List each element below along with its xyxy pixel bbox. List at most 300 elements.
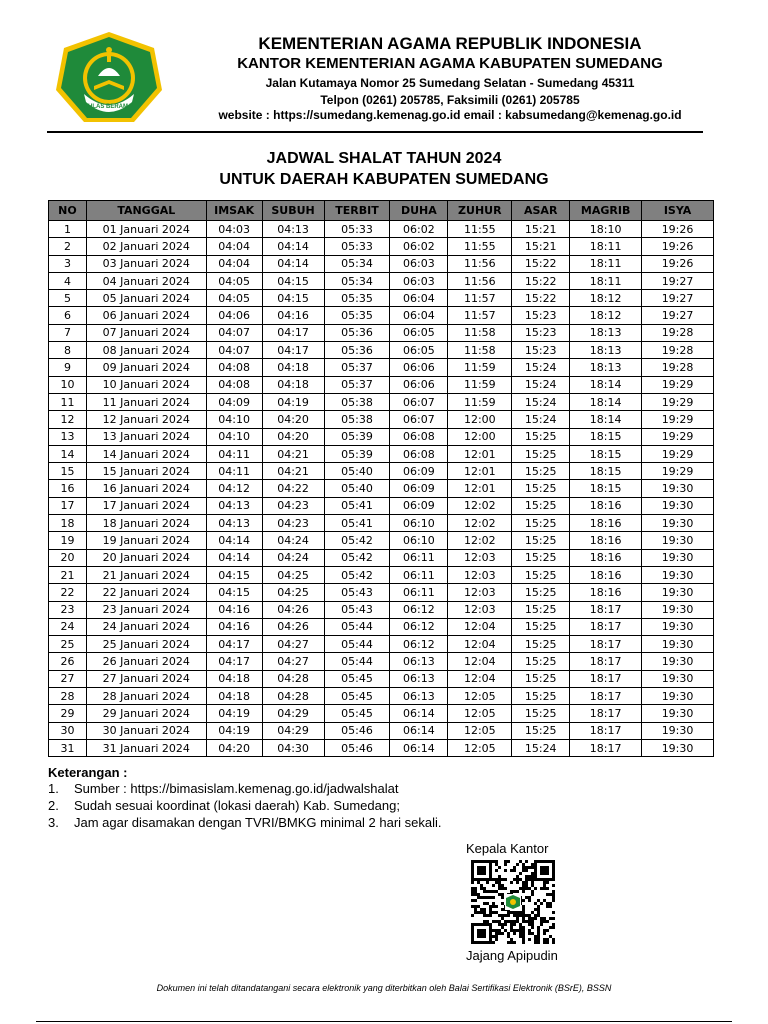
column-header: ISYA	[642, 201, 714, 221]
table-cell: 19:30	[642, 497, 714, 514]
table-cell: 15:25	[512, 515, 570, 532]
table-cell: 04:20	[262, 428, 324, 445]
table-cell: 04:04	[206, 255, 262, 272]
table-cell: 19:29	[642, 376, 714, 393]
table-row	[49, 584, 714, 601]
note-item: 1. Sumber : https://bimasislam.kemenag.go.id/jadwalshalat	[48, 781, 399, 796]
table-cell: 8	[49, 342, 87, 359]
prayer-schedule-table	[48, 200, 714, 757]
office-name: KANTOR KEMENTERIAN AGAMA KABUPATEN SUMEDANG	[237, 55, 663, 72]
table-cell: 18:16	[570, 515, 642, 532]
footer-divider	[36, 1021, 732, 1022]
table-row	[49, 480, 714, 497]
table-row	[49, 411, 714, 428]
table-cell: 18:13	[570, 342, 642, 359]
table-cell: 18:16	[570, 497, 642, 514]
table-cell: 06:08	[390, 445, 448, 462]
table-cell: 9	[49, 359, 87, 376]
table-cell: 29 Januari 2024	[86, 705, 206, 722]
table-cell: 11	[49, 393, 87, 410]
svg-text:IKHLAS BERAMAL: IKHLAS BERAMAL	[82, 104, 136, 110]
table-row	[49, 532, 714, 549]
table-cell: 11 Januari 2024	[86, 393, 206, 410]
qr-code-icon	[470, 860, 556, 944]
table-cell: 11:56	[448, 255, 512, 272]
table-row	[49, 463, 714, 480]
table-cell: 12:04	[448, 670, 512, 687]
table-cell: 05:46	[324, 722, 390, 739]
table-cell: 06:06	[390, 376, 448, 393]
table-cell: 16 Januari 2024	[86, 480, 206, 497]
table-cell: 16	[49, 480, 87, 497]
table-cell: 18:17	[570, 670, 642, 687]
table-cell: 17 Januari 2024	[86, 497, 206, 514]
table-row	[49, 636, 714, 653]
table-cell: 18 Januari 2024	[86, 515, 206, 532]
table-cell: 12:03	[448, 566, 512, 583]
table-cell: 11:59	[448, 393, 512, 410]
table-cell: 04:22	[262, 480, 324, 497]
table-cell: 11:58	[448, 324, 512, 341]
table-cell: 12:05	[448, 739, 512, 756]
table-cell: 12:05	[448, 688, 512, 705]
table-cell: 05:44	[324, 636, 390, 653]
table-cell: 20 Januari 2024	[86, 549, 206, 566]
table-cell: 05:45	[324, 670, 390, 687]
table-row	[49, 290, 714, 307]
table-cell: 06 Januari 2024	[86, 307, 206, 324]
table-cell: 12	[49, 411, 87, 428]
table-cell: 04:21	[262, 463, 324, 480]
table-cell: 15:25	[512, 653, 570, 670]
table-cell: 19:30	[642, 705, 714, 722]
table-cell: 06:02	[390, 238, 448, 255]
table-cell: 11:58	[448, 342, 512, 359]
table-cell: 19:27	[642, 290, 714, 307]
table-cell: 05:38	[324, 393, 390, 410]
table-cell: 04:13	[262, 221, 324, 238]
table-cell: 31 Januari 2024	[86, 739, 206, 756]
table-row	[49, 618, 714, 635]
table-cell: 17	[49, 497, 87, 514]
table-cell: 18	[49, 515, 87, 532]
table-cell: 15:25	[512, 705, 570, 722]
table-cell: 06:14	[390, 739, 448, 756]
table-cell: 18:12	[570, 307, 642, 324]
table-cell: 3	[49, 255, 87, 272]
table-cell: 15:25	[512, 480, 570, 497]
note-item: 3. Jam agar disamakan dengan TVRI/BMKG minimal 2 hari sekali.	[48, 815, 442, 830]
table-cell: 12:00	[448, 428, 512, 445]
column-header: NO	[49, 201, 87, 221]
table-cell: 04:14	[262, 255, 324, 272]
table-cell: 06:11	[390, 549, 448, 566]
table-cell: 15:25	[512, 618, 570, 635]
table-cell: 04:11	[206, 445, 262, 462]
table-cell: 06:13	[390, 688, 448, 705]
table-row	[49, 342, 714, 359]
office-phone: Telpon (0261) 205785, Faksimili (0261) 205785	[320, 93, 580, 107]
table-cell: 11:55	[448, 238, 512, 255]
table-cell: 04:27	[262, 653, 324, 670]
table-cell: 05:39	[324, 445, 390, 462]
table-cell: 06:09	[390, 497, 448, 514]
table-cell: 18:17	[570, 739, 642, 756]
table-cell: 04:19	[206, 722, 262, 739]
table-cell: 19:29	[642, 463, 714, 480]
table-cell: 06:14	[390, 705, 448, 722]
table-cell: 04:15	[206, 566, 262, 583]
table-cell: 18:17	[570, 653, 642, 670]
table-cell: 18:14	[570, 376, 642, 393]
table-row	[49, 739, 714, 756]
table-cell: 19:29	[642, 411, 714, 428]
table-cell: 04:17	[262, 342, 324, 359]
table-cell: 2	[49, 238, 87, 255]
table-cell: 26	[49, 653, 87, 670]
table-cell: 05:38	[324, 411, 390, 428]
table-cell: 10 Januari 2024	[86, 376, 206, 393]
table-cell: 18:13	[570, 324, 642, 341]
table-cell: 04:17	[262, 324, 324, 341]
table-row	[49, 376, 714, 393]
table-cell: 18:16	[570, 549, 642, 566]
table-cell: 21	[49, 566, 87, 583]
table-cell: 04:20	[262, 411, 324, 428]
table-row	[49, 549, 714, 566]
table-cell: 06:09	[390, 463, 448, 480]
table-cell: 15:22	[512, 272, 570, 289]
table-cell: 06:12	[390, 601, 448, 618]
table-cell: 18:11	[570, 272, 642, 289]
table-cell: 19:29	[642, 393, 714, 410]
table-cell: 19:30	[642, 688, 714, 705]
table-cell: 06:03	[390, 272, 448, 289]
schedule-subtitle: UNTUK DAERAH KABUPATEN SUMEDANG	[219, 171, 549, 188]
column-header: ZUHUR	[448, 201, 512, 221]
table-cell: 06:10	[390, 515, 448, 532]
table-cell: 15:25	[512, 428, 570, 445]
table-cell: 15:25	[512, 601, 570, 618]
table-cell: 15:25	[512, 463, 570, 480]
table-cell: 05:35	[324, 290, 390, 307]
table-cell: 05:35	[324, 307, 390, 324]
table-cell: 28	[49, 688, 87, 705]
table-cell: 18:16	[570, 532, 642, 549]
table-cell: 19:30	[642, 618, 714, 635]
table-cell: 04:06	[206, 307, 262, 324]
table-cell: 05:45	[324, 688, 390, 705]
table-cell: 06:11	[390, 566, 448, 583]
table-cell: 04:10	[206, 411, 262, 428]
table-cell: 15:25	[512, 722, 570, 739]
table-cell: 04:15	[262, 272, 324, 289]
table-cell: 15:23	[512, 342, 570, 359]
table-cell: 18:17	[570, 722, 642, 739]
table-cell: 05:43	[324, 601, 390, 618]
table-cell: 04:10	[206, 428, 262, 445]
table-cell: 14 Januari 2024	[86, 445, 206, 462]
table-cell: 11:57	[448, 290, 512, 307]
table-cell: 06:11	[390, 584, 448, 601]
table-cell: 24	[49, 618, 87, 635]
table-cell: 18:17	[570, 705, 642, 722]
table-cell: 04:17	[206, 636, 262, 653]
table-cell: 06:05	[390, 342, 448, 359]
table-cell: 05:40	[324, 480, 390, 497]
table-cell: 04:19	[206, 705, 262, 722]
table-cell: 12:04	[448, 653, 512, 670]
table-row	[49, 428, 714, 445]
table-row	[49, 221, 714, 238]
table-cell: 23 Januari 2024	[86, 601, 206, 618]
kemenag-logo-icon	[54, 30, 164, 126]
table-cell: 05:33	[324, 238, 390, 255]
table-cell: 04:21	[262, 445, 324, 462]
table-cell: 04:07	[206, 324, 262, 341]
table-cell: 08 Januari 2024	[86, 342, 206, 359]
table-cell: 19:27	[642, 307, 714, 324]
table-cell: 06:04	[390, 307, 448, 324]
table-cell: 12:00	[448, 411, 512, 428]
table-cell: 26 Januari 2024	[86, 653, 206, 670]
office-web-email: website : https://sumedang.kemenag.go.id email : kabsumedang@kemenag.go.id	[218, 108, 682, 122]
table-cell: 25	[49, 636, 87, 653]
table-cell: 14	[49, 445, 87, 462]
table-cell: 04:12	[206, 480, 262, 497]
table-cell: 15:25	[512, 549, 570, 566]
table-cell: 22	[49, 584, 87, 601]
table-cell: 12:01	[448, 445, 512, 462]
table-row	[49, 515, 714, 532]
table-cell: 04:23	[262, 497, 324, 514]
table-cell: 06:09	[390, 480, 448, 497]
table-cell: 05:41	[324, 515, 390, 532]
table-cell: 15 Januari 2024	[86, 463, 206, 480]
table-row	[49, 255, 714, 272]
table-cell: 06:02	[390, 221, 448, 238]
table-cell: 11:59	[448, 376, 512, 393]
table-cell: 15:25	[512, 584, 570, 601]
column-header: ASAR	[512, 201, 570, 221]
table-cell: 05:46	[324, 739, 390, 756]
table-cell: 18:15	[570, 445, 642, 462]
table-cell: 5	[49, 290, 87, 307]
table-cell: 18:14	[570, 393, 642, 410]
table-cell: 12:03	[448, 584, 512, 601]
table-cell: 19:30	[642, 532, 714, 549]
table-cell: 19:30	[642, 722, 714, 739]
signer-name: Jajang Apipudin	[466, 948, 558, 963]
table-cell: 19:26	[642, 238, 714, 255]
table-row	[49, 324, 714, 341]
table-cell: 15:25	[512, 497, 570, 514]
table-cell: 04:24	[262, 549, 324, 566]
table-cell: 04:26	[262, 601, 324, 618]
table-cell: 20	[49, 549, 87, 566]
table-cell: 05:36	[324, 324, 390, 341]
table-cell: 05:34	[324, 272, 390, 289]
table-cell: 30 Januari 2024	[86, 722, 206, 739]
table-cell: 05:44	[324, 653, 390, 670]
table-cell: 06:13	[390, 653, 448, 670]
table-cell: 18:12	[570, 290, 642, 307]
footer-note: Dokumen ini telah ditandatangani secara elektronik yang diterbitkan oleh Balai Sertifikasi Elektronik (BSrE), BSSN	[156, 983, 612, 993]
table-cell: 04:18	[262, 359, 324, 376]
table-cell: 04:05	[206, 272, 262, 289]
table-cell: 7	[49, 324, 87, 341]
table-cell: 6	[49, 307, 87, 324]
schedule-title: JADWAL SHALAT TAHUN 2024	[266, 150, 502, 167]
table-cell: 05 Januari 2024	[86, 290, 206, 307]
table-cell: 19:30	[642, 584, 714, 601]
table-cell: 19:27	[642, 272, 714, 289]
table-cell: 19 Januari 2024	[86, 532, 206, 549]
table-cell: 28 Januari 2024	[86, 688, 206, 705]
table-cell: 19:29	[642, 445, 714, 462]
table-cell: 04:29	[262, 722, 324, 739]
table-cell: 04:04	[206, 238, 262, 255]
table-cell: 04:23	[262, 515, 324, 532]
table-cell: 18:13	[570, 359, 642, 376]
table-cell: 06:05	[390, 324, 448, 341]
table-cell: 09 Januari 2024	[86, 359, 206, 376]
office-address: Jalan Kutamaya Nomor 25 Sumedang Selatan - Sumedang 45311	[265, 76, 635, 90]
table-cell: 04:18	[206, 688, 262, 705]
table-cell: 11:55	[448, 221, 512, 238]
table-cell: 05:36	[324, 342, 390, 359]
table-row	[49, 670, 714, 687]
table-cell: 15:23	[512, 324, 570, 341]
table-cell: 27	[49, 670, 87, 687]
table-cell: 04:25	[262, 566, 324, 583]
table-cell: 18:15	[570, 480, 642, 497]
table-cell: 25 Januari 2024	[86, 636, 206, 653]
table-cell: 04:09	[206, 393, 262, 410]
table-cell: 06:13	[390, 670, 448, 687]
table-cell: 15:21	[512, 221, 570, 238]
table-cell: 18:15	[570, 463, 642, 480]
table-row	[49, 393, 714, 410]
signer-role: Kepala Kantor	[466, 841, 549, 856]
table-cell: 07 Januari 2024	[86, 324, 206, 341]
table-cell: 19:30	[642, 549, 714, 566]
table-cell: 18:17	[570, 688, 642, 705]
table-cell: 11:57	[448, 307, 512, 324]
table-cell: 18:16	[570, 566, 642, 583]
table-cell: 15:25	[512, 688, 570, 705]
table-cell: 18:14	[570, 411, 642, 428]
table-cell: 04:29	[262, 705, 324, 722]
notes-heading: Keterangan :	[48, 765, 128, 780]
table-cell: 19:26	[642, 255, 714, 272]
table-cell: 05:40	[324, 463, 390, 480]
table-cell: 18:16	[570, 584, 642, 601]
table-cell: 04:13	[206, 515, 262, 532]
table-cell: 04:27	[262, 636, 324, 653]
table-cell: 15:25	[512, 445, 570, 462]
table-cell: 06:08	[390, 428, 448, 445]
table-cell: 06:04	[390, 290, 448, 307]
table-cell: 04:26	[262, 618, 324, 635]
table-cell: 1	[49, 221, 87, 238]
table-cell: 06:12	[390, 618, 448, 635]
table-cell: 12:03	[448, 549, 512, 566]
table-cell: 10	[49, 376, 87, 393]
table-cell: 12:01	[448, 480, 512, 497]
table-cell: 12:03	[448, 601, 512, 618]
table-cell: 01 Januari 2024	[86, 221, 206, 238]
column-header: DUHA	[390, 201, 448, 221]
table-cell: 15:22	[512, 255, 570, 272]
table-cell: 22 Januari 2024	[86, 584, 206, 601]
table-cell: 12:04	[448, 636, 512, 653]
table-cell: 11:56	[448, 272, 512, 289]
table-cell: 02 Januari 2024	[86, 238, 206, 255]
table-cell: 19:30	[642, 739, 714, 756]
table-row	[49, 653, 714, 670]
table-cell: 04:03	[206, 221, 262, 238]
table-cell: 04:16	[262, 307, 324, 324]
table-cell: 18:17	[570, 636, 642, 653]
table-cell: 12:05	[448, 722, 512, 739]
table-cell: 06:06	[390, 359, 448, 376]
table-cell: 19:28	[642, 359, 714, 376]
table-cell: 18:17	[570, 601, 642, 618]
table-cell: 06:07	[390, 411, 448, 428]
column-header: MAGRIB	[570, 201, 642, 221]
table-cell: 19:28	[642, 342, 714, 359]
table-cell: 15:24	[512, 376, 570, 393]
table-cell: 15:21	[512, 238, 570, 255]
table-cell: 15:24	[512, 411, 570, 428]
table-cell: 04:18	[262, 376, 324, 393]
table-row	[49, 359, 714, 376]
table-cell: 04:13	[206, 497, 262, 514]
table-cell: 03 Januari 2024	[86, 255, 206, 272]
table-cell: 24 Januari 2024	[86, 618, 206, 635]
ministry-name: KEMENTERIAN AGAMA REPUBLIK INDONESIA	[258, 34, 642, 53]
table-cell: 12:02	[448, 532, 512, 549]
column-header: SUBUH	[262, 201, 324, 221]
table-row	[49, 497, 714, 514]
table-cell: 05:41	[324, 497, 390, 514]
table-cell: 04:16	[206, 601, 262, 618]
table-cell: 04:07	[206, 342, 262, 359]
table-cell: 05:42	[324, 532, 390, 549]
table-cell: 18:10	[570, 221, 642, 238]
table-cell: 05:44	[324, 618, 390, 635]
table-cell: 05:42	[324, 566, 390, 583]
table-cell: 04:20	[206, 739, 262, 756]
table-cell: 13 Januari 2024	[86, 428, 206, 445]
table-cell: 15:25	[512, 532, 570, 549]
table-cell: 15:23	[512, 307, 570, 324]
table-cell: 04:15	[262, 290, 324, 307]
table-cell: 19:30	[642, 480, 714, 497]
column-header: IMSAK	[206, 201, 262, 221]
table-cell: 05:37	[324, 359, 390, 376]
table-cell: 19:29	[642, 428, 714, 445]
table-cell: 15:25	[512, 636, 570, 653]
table-cell: 19:30	[642, 515, 714, 532]
table-cell: 05:42	[324, 549, 390, 566]
column-header: TERBIT	[324, 201, 390, 221]
table-cell: 04:14	[206, 549, 262, 566]
table-cell: 04:14	[206, 532, 262, 549]
table-row	[49, 566, 714, 583]
table-header-row	[49, 201, 714, 221]
